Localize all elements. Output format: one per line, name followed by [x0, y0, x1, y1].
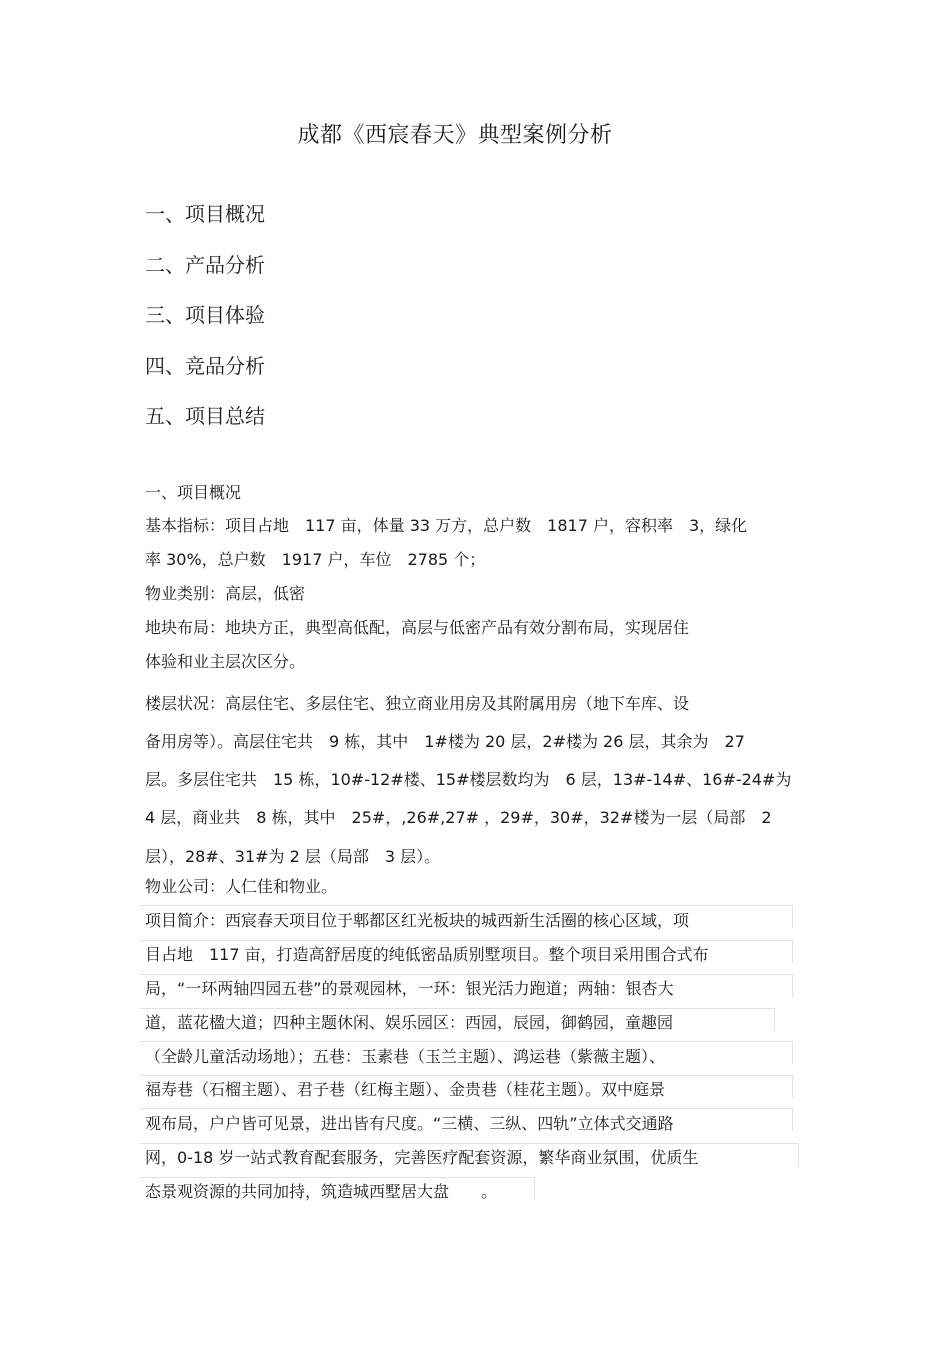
- basic-indicators-line-1: 基本指标：项目占地 117 亩，体量 33 万方，总户数 1817 户，容积率 3，绿化: [145, 516, 748, 535]
- intro-line: 道，蓝花楹大道；四种主题休闲、娱乐园区：西园，辰园，御鹤园，童趣园: [145, 1013, 674, 1032]
- intro-line: 网，0-18 岁一站式教育配套服务，完善医疗配套资源，繁华商业氛围，优质生: [145, 1148, 699, 1167]
- intro-line: 观布局，户户皆可见景，进出皆有尺度。“三横、三纵、四轨”立体式交通路: [145, 1114, 674, 1133]
- floor-status-line-3: 层。多层住宅共 15 栋，10#-12#楼、15#楼层数均为 6 层，13#-14#、16#-24#为: [145, 770, 792, 789]
- toc-item-overview: 一、项目概况: [145, 202, 265, 226]
- section-heading: 一、项目概况: [145, 483, 242, 502]
- floor-status-line-2: 备用房等）。高层住宅共 9 栋，其中 1#楼为 20 层，2#楼为 26 层，其余为 27: [145, 732, 745, 751]
- toc-item-competitors: 四、竞品分析: [145, 354, 265, 378]
- toc-item-product: 二、产品分析: [145, 253, 265, 277]
- plot-layout-line-1: 地块布局：地块方正，典型高低配，高层与低密产品有效分割布局，实现居住: [145, 618, 690, 637]
- intro-line: 福寿巷（石榴主题）、君子巷（红梅主题）、金贵巷（桂花主题）。双中庭景: [145, 1080, 666, 1099]
- floor-status-line-5: 层），28#、31#为 2 层（局部 3 层）。: [145, 847, 441, 866]
- intro-line: （全龄儿童活动场地）；五巷：玉素巷（玉兰主题）、鸿运巷（紫薇主题）、: [145, 1047, 666, 1066]
- intro-line: 态景观资源的共同加持，筑造城西墅居大盘 。: [145, 1182, 498, 1201]
- property-company: 物业公司：人仁佳和物业。: [145, 877, 338, 896]
- property-type: 物业类别：高层，低密: [145, 584, 306, 603]
- toc-item-experience: 三、项目体验: [145, 303, 265, 327]
- plot-layout-line-2: 体验和业主层次区分。: [145, 652, 306, 671]
- basic-indicators-line-2: 率 30%，总户数 1917 户，车位 2785 个；: [145, 550, 486, 569]
- intro-line: 目占地 117 亩，打造高舒居度的纯低密品质别墅项目。整个项目采用围合式布: [145, 945, 709, 964]
- intro-line: 局，“一环两轴四园五巷”的景观园林，一环：银光活力跑道；两轴：银杏大: [145, 979, 674, 998]
- toc-item-summary: 五、项目总结: [145, 404, 265, 428]
- floor-status-line-1: 楼层状况：高层住宅、多层住宅、独立商业用房及其附属用房（地下车库、设: [145, 694, 690, 713]
- document-title: 成都《西宸春天》典型案例分析: [297, 123, 613, 148]
- floor-status-line-4: 4 层，商业共 8 栋，其中 25#，,26#,27# ，29#，30#，32#楼为一层（局部 2: [145, 808, 772, 827]
- intro-line: 项目简介：西宸春天项目位于郫都区红光板块的城西新生活圈的核心区域，项: [145, 911, 690, 930]
